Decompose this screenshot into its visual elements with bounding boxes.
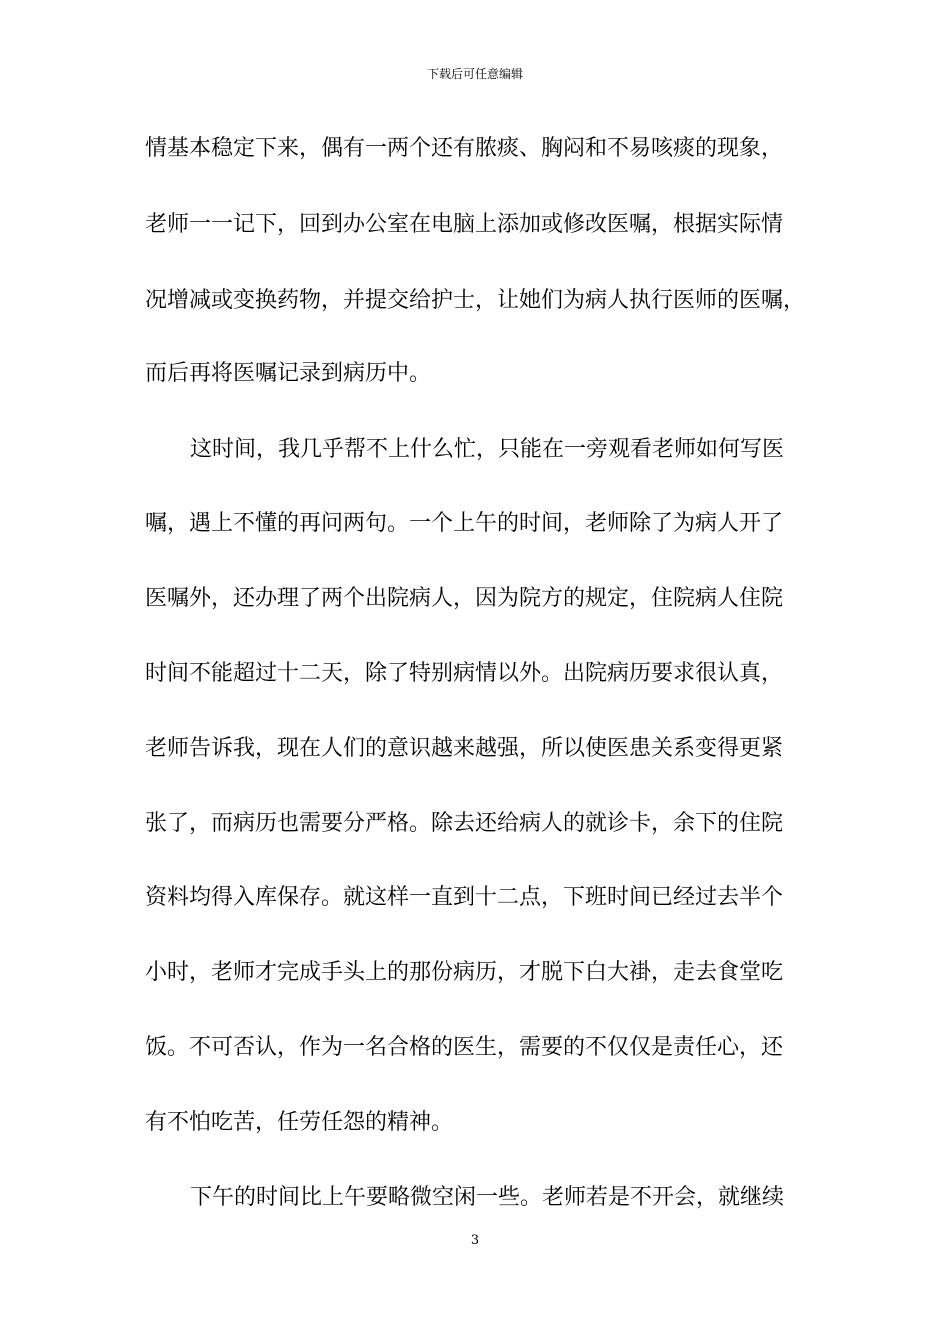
text-line: 张了，而病历也需要分严格。除去还给病人的就诊卡，余下的住院: [145, 811, 784, 836]
page-header: 下载后可任意编辑: [426, 67, 523, 81]
text-line: 老师一一记下，回到办公室在电脑上添加或修改医嘱，根据实际情: [145, 212, 784, 237]
text-line: 有不怕吃苦，任劳任怨的精神。: [145, 1110, 454, 1135]
text-line: 老师告诉我，现在人们的意识越来越强，所以使医患关系变得更紧: [145, 736, 784, 761]
text-line: 嘱，遇上不懂的再问两句。一个上午的时间，老师除了为病人开了: [145, 511, 784, 536]
paragraph-first-line: 这时间，我几乎帮不上什么忙，只能在一旁观看老师如何写医: [190, 437, 785, 462]
text-line: 医嘱外，还办理了两个出院病人，因为院方的规定，住院病人住院: [145, 586, 784, 611]
text-line: 时间不能超过十二天，除了特别病情以外。出院病历要求很认真，: [145, 661, 784, 686]
page-number: 3: [470, 1233, 480, 1248]
paragraph-first-line: 下午的时间比上午要略微空闲一些。老师若是不开会，就继续: [190, 1185, 785, 1210]
text-line: 饭。不可否认，作为一名合格的医生，需要的不仅仅是责任心，还: [145, 1035, 784, 1060]
text-line: 小时，老师才完成手头上的那份病历，才脱下白大褂，走去食堂吃: [145, 960, 784, 985]
text-line: 情基本稳定下来，偶有一两个还有脓痰、胸闷和不易咳痰的现象，: [145, 136, 784, 161]
text-line: 况增减或变换药物，并提交给护士，让她们为病人执行医师的医嘱，: [145, 288, 806, 313]
text-line: 资料均得入库保存。就这样一直到十二点，下班时间已经过去半个: [145, 885, 784, 910]
text-line: 而后再将医嘱记录到病历中。: [145, 361, 432, 386]
